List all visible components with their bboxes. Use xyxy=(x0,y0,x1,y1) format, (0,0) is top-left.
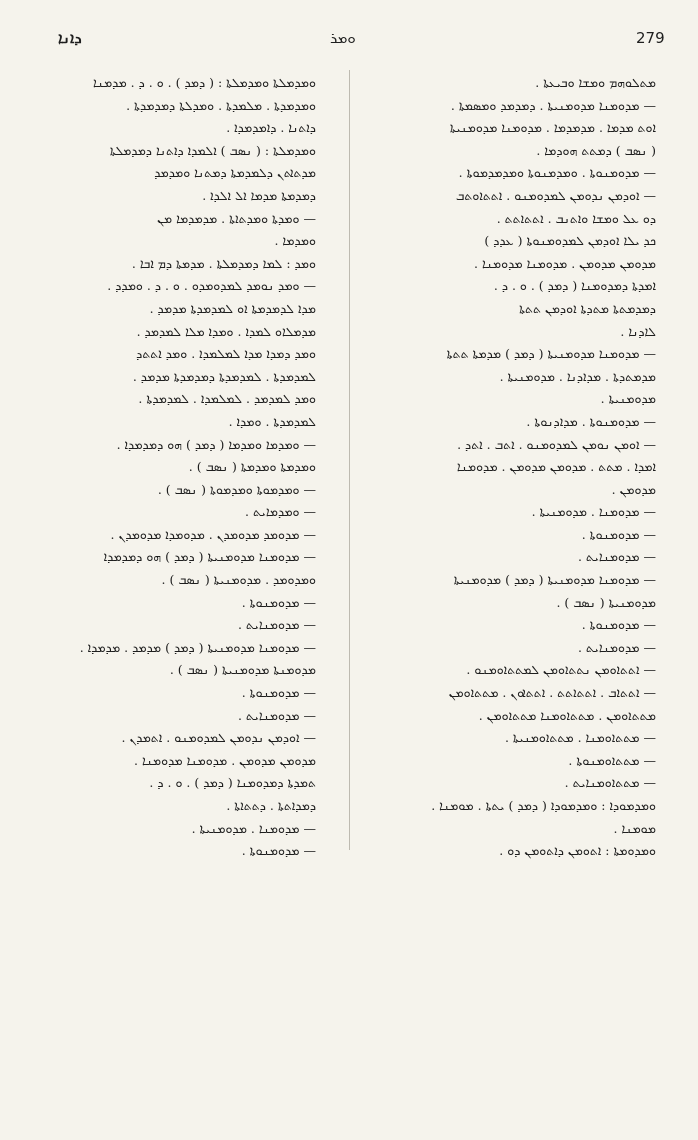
dictionary-line: — ܐܬܬܐܘܡܢ ܢܬܬܐܘܡܢ ܠܡܬܬܐܘܡܢܘ . xyxy=(466,662,656,678)
dictionary-line: — ܡܕܘܡܢܘܬܐ . ܡܕܐܕܢܘܬܐ . xyxy=(526,413,656,429)
dictionary-line: — ܡܕܘܡܢܐ ܡܕܘܡܢܝܬܐ ( ܕܡܕ ) ܡܕܡܕ . ܡܕܡܕܐ . xyxy=(79,639,316,655)
dictionary-line: ܟܕ ܝܠܐ ܐܘܕܡܢ ܠܡܕܘܡܢܘܬܐ ( ܥܕܕ ) xyxy=(484,233,656,249)
dictionary-line: ܡܘܡܢܐ . xyxy=(613,820,656,836)
dictionary-line: ܕܡܕܡܬܐ ܡܕܡܐ ܐܠ ܐܠܕܐ . xyxy=(202,187,316,203)
header-center-word: ܘܡܪ xyxy=(330,29,356,47)
dictionary-line: — ܐܘܕܡܢ ܢܕܘܡܢ ܠܡܕܘܡܢܘ . ܐܬܬܐܘܬܒ xyxy=(455,187,656,203)
dictionary-line: — ܡܬܬܐܘܡܢܐܝܬ . xyxy=(564,775,656,791)
dictionary-line: ܡܬܠܘܗܡ ܘܡܫܐ ܘܒܝܥܬܐ . xyxy=(535,75,656,90)
dictionary-line: — ܡܕܘܡܢܐ ܡܕܘܡܢܝܬܐ ( ܕܡܕ ) ܗܘ ܕܡܕܡܕܐ xyxy=(103,549,316,565)
dictionary-line: — ܡܕܘܡܢܐܝܬ . xyxy=(577,639,656,655)
dictionary-line: — ܡܕܘܡܢܐܝܬ . xyxy=(577,549,656,565)
dictionary-line: ܕܡܕܡܬܬܐ ܡܬܕܬܐ ܐܘܕܡܢ ܬܬܬܐ xyxy=(519,300,656,316)
dictionary-line: — ܡܬܬܐܘܡܢܘܬܐ . xyxy=(568,752,656,768)
dictionary-line: ܘܡܕܡܬܐ ܘܡܕܡܬܐ ( ܢܣܒ ) . xyxy=(188,459,316,475)
dictionary-line: — ܡܕܘܡܢܐ ܡܕܘܡܢܝܬܐ ( ܕܡܕ ) ܡܕܡܬܐ ܬܬܬܐ xyxy=(446,346,656,362)
dictionary-line: — ܡܕܘܡܕ ܡܕܘܡܕܢ . ܡܕܘܡܕܐ ܡܕܘܡܕܢ . xyxy=(110,526,316,542)
dictionary-line: ܐܘܬ ܡܕܡܐ . ܡܕܡܕܡܐ . ܡܕܘܡܢܐ ܡܕܘܡܢܝܬܐ xyxy=(449,120,656,136)
header-left-word: ܕܐܢܐ xyxy=(58,29,82,47)
dictionary-line: ܡܕܘܡܢ . xyxy=(611,481,656,497)
dictionary-line: ܘܡܕܘܡܕ . ܡܕܘܡܢܝܬܐ ( ܢܣܒ ) . xyxy=(161,572,316,588)
dictionary-line: — ܡܬܬܐܘܡܢܐ . ܡܬܬܐܘܡܢܝܬܐ . xyxy=(504,730,656,746)
dictionary-line: ܡܕܡܬܕܬܐ . ܡܕܐܕܢܐ . ܡܕܘܡܢܝܬܐ . xyxy=(499,368,656,384)
dictionary-line: — ܐܬܬܐܒ . ܐܬܬܐܬܬ . ܐܬܬܐܘܢ . ܡܬܬܐܘܡܢ xyxy=(448,685,656,701)
dictionary-line: ܕܐܬܢܐ . ܕܐܡܕܡܕܐ . xyxy=(226,120,316,136)
dictionary-line: ( ܢܣܒ ) ܕܡܬܬ ܗܘܕܡܐ . xyxy=(536,142,656,158)
dictionary-line: ܠܡܕܡܕܬܐ . ܘܡܕܐ . xyxy=(228,413,316,429)
dictionary-line: — ܡܕܘܡܢܐܝܬ . xyxy=(237,707,316,723)
dictionary-line: — ܘܡܕܬܐ ܘܡܕܬܐܬܐ . ܡܕܡܕܡܐ ܡܢ xyxy=(157,210,316,226)
left-column xyxy=(28,72,316,863)
dictionary-line: ܘܡܕܡܘܕܐ : ܘܡܕܡܘܕܐ ( ܕܡܕ ) ܝܬܬܐ . ܡܘܡܢܐ . xyxy=(431,798,656,813)
dictionary-line: ܡܕܘܡܢܬܐ ܡܕܘܡܢܝܬܐ ( ܢܣܒ ) . xyxy=(169,662,316,678)
dictionary-line: ܡܕܘܡܢܝܬܐ . xyxy=(600,391,656,407)
dictionary-line: — ܡܕܘܡܢܘܬܐ . xyxy=(241,594,316,610)
dictionary-line: — ܡܕܘܡܢܐܝܬ . xyxy=(237,617,316,633)
column-divider xyxy=(349,70,350,850)
dictionary-line: ܬܡܕܬܐ ܕܡܕܘܡܢܐ ( ܕܡܕ ) . ܘ . ܕ . xyxy=(149,775,316,791)
dictionary-line: ܘܡܕ ܕܡܕܐ ܡܕܐ ܠܡܠܡܕܐ . ܘܡܕ ܐܬܬܕ xyxy=(136,346,316,362)
dictionary-line: ܡܕܡܠܐܘ ܠܡܕܐ . ܘܡܕܐ ܡܠܐ ܠܡܕܡܕ . xyxy=(136,323,316,339)
dictionary-line: ܡܕܘܡܢ ܡܕܘܡܢ . ܡܕܘܡܢܐ ܡܕܘܡܢܐ . xyxy=(134,752,316,768)
dictionary-line: — ܡܕܘܡܢܘܬܐ . ܘܡܕܡܢܘܬܐ ܘܡܕܡܕܡܘܬܐ . xyxy=(458,165,656,181)
dictionary-line: ܘܡܕܡܠܬܐ : ( ܢܣܒ ) ܐܠܡܕܐ ܕܐܬܢܐ ܕܡܕܡܠܬܐ xyxy=(109,142,316,158)
dictionary-line: ܘܡܕܡܐ . xyxy=(274,233,316,249)
dictionary-line: ܡܕܘܡܢ ܡܕܘܡܢ . ܡܕܘܡܢܐ ܡܕܘܡܢܐ . xyxy=(474,255,656,271)
dictionary-line: — ܡܕܘܡܢܘܬܐ . xyxy=(581,526,656,542)
dictionary-line: — ܡܕܘܡܢܐ . ܡܕܘܡܢܝܬܐ . xyxy=(531,504,656,520)
dictionary-line: ܡܕܘܡܢܝܬܐ ( ܢܣܒ ) . xyxy=(556,594,656,610)
dictionary-line: — ܘܡܕܡܐܝܬ . xyxy=(245,504,316,520)
dictionary-line: ܡܬܬܐܘܡܢ . ܡܬܬܐܘܡܢܐ ܡܬܬܐܘܡܢ . xyxy=(478,707,656,723)
page-number: 279 xyxy=(636,29,665,47)
dictionary-line: ܠܐܕܢܐ . xyxy=(620,323,656,339)
dictionary-line: ܘܡܕ ܠܡܕܡܕ . ܠܡܠܡܕܐ . ܠܡܕܡܕܬܐ . xyxy=(138,391,316,407)
dictionary-line: ܘܡܕܡܕܬܐ . ܡܠܡܕܬܐ . ܘܡܕܠܬܐ ܕܡܕܡܕܬܐ . xyxy=(126,97,316,113)
dictionary-line: ܡܕܐ ܠܕܡܕܡܬܐ ܐܘ ܠܡܕܡܕܬܐ ܡܕܡܕ . xyxy=(149,300,316,316)
right-column xyxy=(368,72,656,863)
dictionary-line: — ܡܕܘܡܢܐ ܡܕܘܡܢܝܬܐ . ܕܡܕܡܕ ܘܡܣܡܬܐ . xyxy=(450,97,656,113)
dictionary-line: — ܡܕܘܡܢܘܬܐ . xyxy=(241,843,316,859)
dictionary-line: — ܐܘܡܢ ܢܘܡܢ ܠܡܕܘܡܢܘ . ܐܬܒ . ܐܬܕ . xyxy=(457,436,656,452)
dictionary-line: — ܘܡܕ ܢܘܡܕ ܠܡܕܘܡܕܘ . ܘ . ܕ . ܘܡܕܕ . xyxy=(107,278,316,294)
dictionary-line: ܘܡܕܡܠܬܐ ܘܡܕܡܠܬܐ : ( ܕܡܕ ) . ܘ . ܕ . ܡܕܡܢܐ xyxy=(93,75,316,90)
dictionary-line: — ܐܘܕܡܢ ܢܕܘܡܢ ܠܡܕܘܡܢܘ . ܐܬܡܕܢ . xyxy=(121,730,316,746)
dictionary-line: ܐܡܕܐ . ܡܬܬ . ܡܕܘܡܢ ܡܕܘܡܢ . ܡܕܘܡܢܐ xyxy=(456,459,656,475)
dictionary-line: — ܡܕܘܡܢܐ . ܡܕܘܡܢܝܬܐ . xyxy=(191,820,316,836)
dictionary-line: ܕܘ ܥܠ ܘܡܫܐ ܘܐܬܢܒ . ܐܬܬܐܬܬ . xyxy=(496,210,656,226)
dictionary-line: ܕܡܕܐܬܬܐ . ܕܬܬܐܬܐ . xyxy=(226,798,316,813)
dictionary-line: ܘܡܕ : ܠܡܐ ܕܡܕܡܠܬܐ . ܡܕܡܬܐ ܕܡ ܐܒܐ . xyxy=(131,255,316,271)
dictionary-line: ܠܡܕܡܕܬܐ . ܠܡܕܡܕܬܐ ܕܡܕܡܕܬܐ ܡܕܡܕ . xyxy=(132,368,316,384)
dictionary-line: — ܡܕܘܡܢܐ ܡܕܘܡܢܝܬܐ ( ܕܡܕ ) ܡܕܘܡܢܝܬܐ xyxy=(453,572,656,588)
dictionary-line: — ܡܕܘܡܢܘܬܐ . xyxy=(581,617,656,633)
dictionary-line: ܡܕܬܐܬܢ ܕܠܡܕܡܬܐ ܕܡܬܢܐ ܘܡܕܡܕ xyxy=(154,165,316,181)
dictionary-line: — ܡܕܘܡܢܘܬܐ . xyxy=(241,685,316,701)
dictionary-line: — ܘܡܕܡܘܬܐ ܘܡܕܡܘܬܐ ( ܢܣܒ ) . xyxy=(157,481,316,497)
dictionary-line: — ܘܡܕܡܐ ܘܡܕܡܐ ( ܕܡܕ ) ܗܘ ܕܡܕܡܕܐ . xyxy=(116,436,316,452)
dictionary-line: ܘܡܕܘܡܬܐ : ܐܬܘܡܢ ܕܐܬܘܡܢ ܕܘ . xyxy=(499,843,656,859)
dictionary-line: ܐܡܕܬܐ ܕܡܕܘܡܢܐ ( ܕܡܕ ) . ܘ . ܕ . xyxy=(493,278,656,294)
